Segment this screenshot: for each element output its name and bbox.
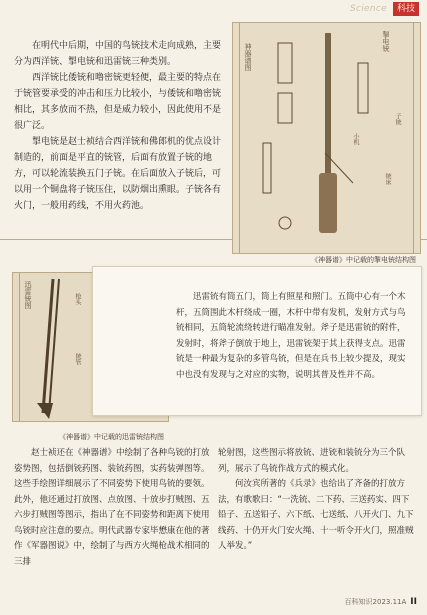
info-box-paragraph: 迅雷铳有筒五门，筒上有照星和照门。五筒中心有一个木杆，五筒围此木杆绕成一圈，木杆中带有发机，发射方式与鸟铳相同，五筒轮流绕转进行瞄准发射。斧子是迅雷铳的附件，发射时，将斧子倒放于地上，迅雷铳架于其上获得支点。迅雷铳是一种最为复杂的多管鸟铳，但是在兵书上较少提及，现实中也没有发现与之对应的实物，说明其普及性并不高。 — [176, 292, 406, 380]
figure-1-label: 神器谱图 — [244, 43, 252, 71]
figure-1-label: 子铳 — [394, 113, 401, 125]
figure-1-label: 掣电铳 — [382, 31, 390, 52]
figure-2-label: 铳管 — [74, 353, 81, 365]
figure-1-label: 铳床 — [384, 173, 391, 185]
figure-1-caption: 《神器谱》中记载的掣电铳结构图 — [311, 256, 416, 264]
info-box-text — [176, 290, 411, 383]
gun-diagram-1 — [233, 23, 420, 253]
intro-paragraph: 掣电铳是赵士祯结合西洋铳和佛郎机的优点设计制造的，前面是平直的铳管，后面有放置子铳的地方，可以轮流装换五门子铳。在后面放入子铳后，可以用一个铜盘将子铳压住，以防烟出熏眼。子铳各有火门，一般用药线，不用火药池。 — [14, 137, 222, 211]
figure-2-caption: 《神器谱》中记载的迅雷铳结构图 — [59, 433, 164, 441]
figure-1-label: 小机 — [352, 133, 359, 145]
body-paragraph: 何汝宾所著的《兵录》也给出了齐备的打放方法，有歌歌曰：“一洗铳、二下药、三送药实、四下铅子、五送铅子、六下纸、七送纸、八开火门、九下线药、十仍开火门安火绳、十一听令开火门，照准贼人举发。” — [218, 479, 414, 551]
body-paragraph: 轮射图，这些图示将放铳、进铳和装铳分为三个队列，展示了鸟铳作战方式的模式化。 — [218, 448, 406, 474]
body-column-left — [14, 446, 210, 570]
section-tag: 科技 — [393, 2, 419, 16]
section-label: Science — [350, 4, 387, 14]
body-paragraph: 赵士祯还在《神器谱》中绘制了各种鸟铳的打放姿势图，包括倒铳药图、装铳药图，实药装弹图等。这些手绘图详细展示了不同姿势下使用鸟铳的要领。此外，他还通过打放图、点放图、十放步打贼图、五六步打贼图等图示，指出了在不同姿势和距离下使用鸟铳时应注意的要点。明代武器专家毕懋康在他的著作《军器图说》中，绘制了与西方火绳枪战术相同的三排 — [14, 448, 210, 567]
page-footer — [345, 597, 417, 607]
intro-text — [14, 38, 229, 214]
page-number: II — [410, 597, 417, 607]
body-column-right — [218, 446, 414, 555]
intro-paragraph: 在明代中后期，中国的鸟铳技术走向成熟，主要分为西洋铳、掣电铳和迅雷铳三种类别。 — [14, 41, 222, 67]
intro-paragraph: 西洋铳比倭铳和噜密铳更轻便，最主要的特点在于铳管要承受的冲击和压力比较小，与倭铳和噜密铳相比，其多放而不热，但是威力较小，因此使用不是很广泛。 — [14, 73, 222, 131]
figure-1-image — [232, 22, 421, 254]
figure-2-label: 枪头 — [74, 293, 81, 305]
figure-2-label: 迅雷铳图 — [24, 281, 32, 309]
journal-name: 百科知识2023.11A — [344, 598, 407, 606]
